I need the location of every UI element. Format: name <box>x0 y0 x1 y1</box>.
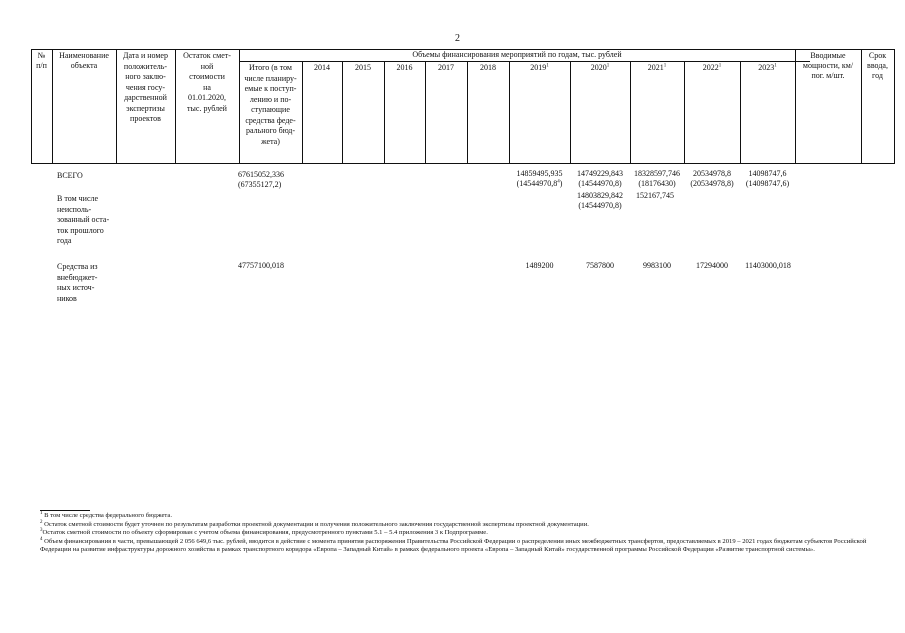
header-year-2015: 2015 <box>355 63 371 72</box>
row-offbudget-label: Средства из внебюджет- ных источ- ников <box>57 262 98 303</box>
header-object-name: Наименование объекта <box>59 51 109 70</box>
row-total-2022: 20534978,8 (20534978,8) <box>690 169 734 188</box>
row-total-2021: 18328597,746 (18176430) <box>634 169 680 188</box>
header-year-2020: 2020$^1$ <box>590 63 610 72</box>
footnote-1: $^1$ В том числе средства федерального бюджета. <box>40 510 172 519</box>
row-offbudget-2022: 17294000 <box>696 261 728 270</box>
header-year-2022: 2022$^1$ <box>702 63 722 72</box>
row-total-sum: 67615052,336 (67355127,2) <box>238 170 284 189</box>
page-number: 2 <box>455 33 460 44</box>
row-total-2019: 14859495,935 (14544970,8$^4$) <box>516 169 563 188</box>
header-year-2019: 2019$^1$ <box>530 63 549 72</box>
header-remaining-cost: Остаток смет- ной стоимости на 01.01.2020, тыс. рублей <box>183 51 231 113</box>
footnote-4: $^4$ Объем финансирования в части, превышающей 2 056 649,6 тыс. рублей, вводится в действие с момента принятия распоряжения Правительства Российской Федерации о распределении иных межбюджетных трансфертов, предоставляемых в 2019 – 2021 годах бюджетам субъектов Российской Федерации на развитие инфраструктуры дорожного хозяйства в рамках транспортного коридора «Европа – Западный Китай» в рамках федерального проекта «Европа – Западный Китай» государственной программы Российской Федерации «Развитие транспортной системы». <box>40 536 867 554</box>
row-unused-label: В том числе неисполь- зованный оста- ток прошлого года <box>57 194 110 245</box>
header-year-2017: 2017 <box>438 63 454 72</box>
footnotes <box>40 512 890 555</box>
row-unused-2021: 152167,745 <box>636 191 674 200</box>
row-total-label: ВСЕГО <box>57 171 83 180</box>
header-total: Итого (в том числе планиру- емые к поступ- лению и по- ступающие средства феде- рального бюд- жета) <box>244 63 297 146</box>
header-financing-group: Объемы финансирования мероприятий по годам, тыс. рублей <box>412 50 622 59</box>
header-deadline: Срок ввода, год <box>867 51 888 80</box>
row-total-2020: 14749229,843 (14544970,8) <box>577 169 623 188</box>
header-capacity: Вводимые мощности, км/ пог. м/шт. <box>802 51 854 80</box>
footnote-divider <box>40 510 90 511</box>
header-expertise-date: Дата и номер положитель- ного заклю- чения госу- дарственной экспертизы проектов <box>123 51 168 123</box>
row-unused-2020: 14803829,842 (14544970,8) <box>577 191 623 210</box>
header-year-2018: 2018 <box>480 63 496 72</box>
header-year-2016: 2016 <box>396 63 413 72</box>
row-offbudget-sum: 47757100,018 <box>238 261 284 270</box>
row-offbudget-2021: 9983100 <box>643 261 671 270</box>
row-offbudget-2019: 1489200 <box>525 261 554 270</box>
header-year-2014: 2014 <box>314 63 330 72</box>
footnote-3: $^3$Остаток сметной стоимости по объекту сформирован с учетом объема финансирования, предусмотренного пунктами 5.1 – 5.4 приложения 3 к Подпрограмме. <box>40 528 488 537</box>
header-year-2021: 2021$^1$ <box>647 63 667 72</box>
row-offbudget-2020: 7587800 <box>586 261 614 270</box>
row-total-2023: 14098747,6 (14098747,6) <box>745 169 790 188</box>
header-year-2023: 2023$^1$ <box>758 63 777 72</box>
row-offbudget-2023: 11403000,018 <box>745 261 791 270</box>
footnote-2: $^2$ Остаток сметной стоимости будет уточнен по результатам разработки проектной документации и получения положительного заключения государственной экспертизы проектной документации. <box>40 519 589 528</box>
header-number: № п/п <box>36 51 47 70</box>
